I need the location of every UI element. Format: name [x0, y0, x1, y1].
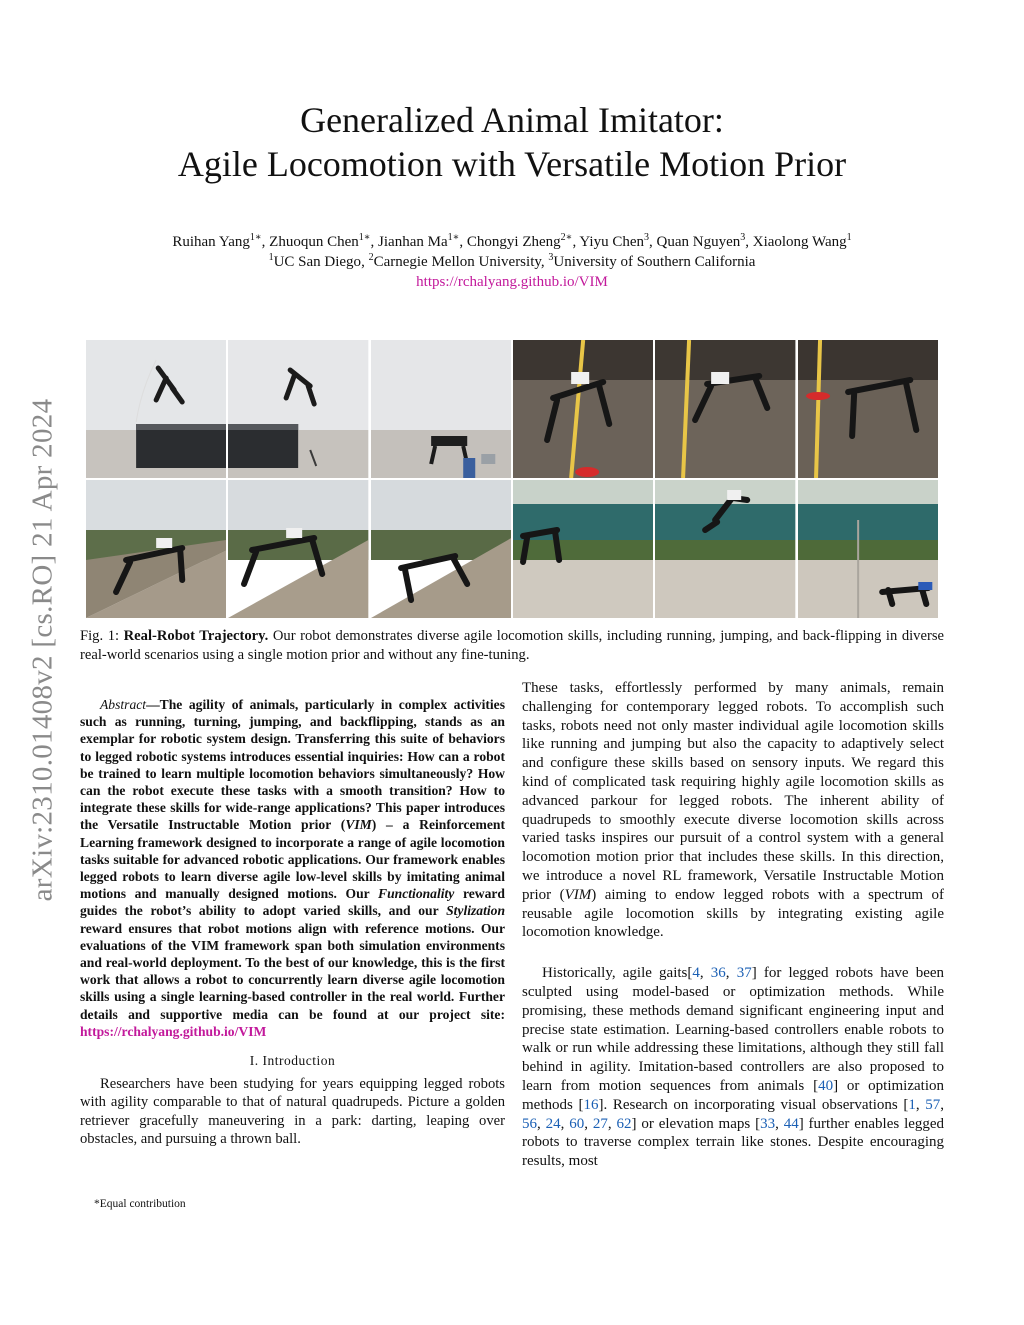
citation-separator: , [607, 1115, 617, 1132]
paper-title [0, 98, 1024, 186]
affiliation: UC San Diego [273, 254, 362, 270]
author-sup: 3 [644, 232, 649, 243]
footnote: *Equal contribution [94, 1198, 186, 1210]
citation-link[interactable]: 27 [592, 1115, 608, 1132]
p2-text: ] for legged robots have been sculpted using model-based or optimization methods. While promising, these methods demand significant engineering input and precise state estimation. Learning-based controllers enable robots to walk or run while addressing these limitations, although they still fall behind in agility. Imitation-based controllers are also proposed to learn from motion sequences from animals [ [522, 965, 945, 1094]
photo-backflip-2 [655, 480, 795, 618]
figure-label: Fig. 1: [80, 628, 120, 644]
affiliation-sup: 3 [548, 252, 554, 263]
citation-link[interactable]: 1 [908, 1096, 916, 1113]
citation-separator: , [940, 1096, 944, 1113]
photo-hurdle-3 [798, 340, 938, 478]
author-name: Chongyi Zheng [466, 234, 561, 250]
abstract-text-3: reward guides the robot’s ability to adopt varied skills, and our [80, 886, 505, 919]
title-line-1: Generalized Animal Imitator: [300, 100, 724, 140]
author-name: Quan Nguyen [656, 234, 741, 250]
arxiv-identifier: arXiv:2310.01408v2 [cs.RO] 21 Apr 2024 [26, 398, 59, 902]
photo-slope-2 [228, 480, 368, 618]
citation-link[interactable]: 62 [616, 1115, 632, 1132]
abstract-text-4: reward ensures that robot motions align with reference motions. Our evaluations of the VIM framework span both simulation environments and real-world deployment. To the best of our knowledge, this is the first work that allows a robot to concurrently learn diverse agile locomotion skills using a single learning-based controller in the real world. Further details and supportive media can be found at our project site: [80, 920, 505, 1022]
citation-separator: , [915, 1096, 926, 1113]
author-name: Xiaolong Wang [752, 234, 847, 250]
abstract-text: —The agility of animals, particularly in complex activities such as running, turning, jumping, and backflipping, stands as an exemplar for robotic system design. Transferring this suite of behaviors to legged robotic systems introduces essential inquiries: How can a robot be trained to learn multiple locomotion behaviors simultaneously? How can the robot execute these tasks with a smooth transition? How to integrate these skills for wide-range applications? This paper introduces the Versatile Instructable Motion prior ( [80, 697, 505, 833]
abstract-text-2: ) – a Reinforcement Learning framework designed to incorporate a range of agile locomotion tasks suitable for advanced robotic applications. Our framework enables legged robots to learn diverse agile low-level skills by imitating animal motions and manually designed motions. Our [80, 817, 505, 902]
author-block [0, 232, 1024, 292]
figure-1-image-grid [86, 340, 938, 618]
citation-separator: , [537, 1115, 546, 1132]
p2-text: Historically, agile gaits[ [542, 965, 693, 982]
title-line-2: Agile Locomotion with Versatile Motion Prior [177, 144, 847, 184]
photo-box-jump-3 [371, 340, 511, 478]
p2-text: ] or optimization methods [ [522, 1077, 944, 1113]
photo-hurdle-2 [655, 340, 795, 478]
project-url-link[interactable]: https://rchalyang.github.io/VIM [416, 274, 608, 290]
photo-slope-3 [371, 480, 511, 618]
photo-slope-1 [86, 480, 226, 618]
citation-link[interactable]: 24 [545, 1115, 561, 1132]
abstract [80, 696, 505, 1040]
author-sup: 1∗ [358, 232, 371, 243]
figure-caption-text: Our robot demonstrates diverse agile locomotion skills, including running, jumping, and back-flipping in diverse real-world scenarios using a single motion prior and without any fine-tuning. [80, 628, 944, 663]
author-sup: 1∗ [447, 232, 460, 243]
photo-backflip-1 [513, 480, 653, 618]
citation-link[interactable]: 40 [818, 1077, 834, 1094]
left-column [80, 696, 505, 1149]
author-sup: 2∗ [560, 232, 573, 243]
citation-link[interactable]: 33 [760, 1115, 776, 1132]
citation-link[interactable]: 60 [569, 1115, 585, 1132]
citation-link[interactable]: 44 [783, 1115, 799, 1132]
author-list: Ruihan Yang$^{1∗}$, Zhuoqun Chen$^{1∗}$, Jianhan $Ma^{1∗}$, Chongyi Zheng$^{2∗}$, Yiyu Chen$^3$, Quan Nguyen$^3$, Xiaolong Wang$^1$ [172, 232, 852, 250]
citation-separator: , [775, 1115, 784, 1132]
right-p1-text-2: ) aiming to endow legged robots with a spectrum of reusable agile locomotion skills by integrating existing agile locomotion knowledge. [522, 886, 945, 941]
citation-link[interactable]: 56 [522, 1115, 537, 1132]
figure-caption-bold: Real-Robot Trajectory. [123, 628, 269, 644]
abstract-vim: VIM [345, 817, 372, 833]
abstract-stylization: Stylization [446, 903, 505, 919]
right-paragraph-2 [522, 964, 944, 1171]
p2-text: ] further enables legged robots to traverse complex terrain like stones. Despite encouraging results, most [522, 1115, 945, 1170]
citation-separator: , [725, 965, 737, 982]
right-p1-text: These tasks, effortlessly performed by many animals, remain challenging for contemporary legged robots. To accomplish such tasks, robots need not only master individual agile locomotion skills like running and jumping but also the capacity to adaptively select and configure these skills based on sensory inputs. We regard this kind of complicated task requiring highly agile locomotion skills as advanced parkour for legged robots. The inherent ability of quadrupeds to smoothly execute diverse locomotion skills across varied tasks inspires our pursuit of a control system with a general locomotion motion prior that includes these skills. In this direction, we introduce a novel RL framework, Versatile Instructable Motion prior ( [522, 680, 944, 903]
right-paragraph-1 [522, 679, 944, 942]
citation-separator: , [699, 965, 711, 982]
intro-paragraph-1: Researchers have been studying for years equipping legged robots with agility comparable to that of natural quadrupeds. Picture a golden retriever gracefully maneuvering in a park: darting, leaping over obstacles, and pursuing a thrown ball. [80, 1075, 505, 1148]
abstract-functionality: Functionality [378, 886, 455, 902]
author-name: Jianhan Ma [378, 234, 448, 250]
citation-separator: , [560, 1115, 570, 1132]
citation-link[interactable]: 37 [736, 965, 752, 982]
affiliation-list: $^1$UC San Diego, $^2$Carnegie Mellon University, $^3$University of Southern California [268, 252, 756, 270]
citation-link[interactable]: 4 [692, 965, 700, 982]
abstract-project-link[interactable]: https://rchalyang.github.io/VIM [80, 1023, 267, 1039]
p2-text: ] or elevation maps [ [631, 1115, 761, 1132]
right-column [522, 679, 944, 1171]
right-p1-vim: VIM [564, 886, 592, 903]
figure-caption [80, 627, 944, 665]
author-name: Ruihan Yang [172, 234, 250, 250]
citation-link[interactable]: 57 [925, 1096, 941, 1113]
author-sup: 1∗ [249, 232, 262, 243]
affiliation: University of Southern California [553, 254, 756, 270]
citation-link[interactable]: 36 [710, 965, 726, 982]
author-sup: 1 [846, 232, 852, 243]
photo-box-jump-1 [86, 340, 226, 478]
photo-hurdle-1 [513, 340, 653, 478]
affiliation: Carnegie Mellon University [373, 254, 541, 270]
photo-box-jump-2 [228, 340, 368, 478]
author-sup: 3 [740, 232, 746, 243]
citation-separator: , [584, 1115, 593, 1132]
photo-backflip-3 [798, 480, 938, 618]
section-heading-introduction: I. Introduction [249, 1053, 336, 1069]
affiliation-sup: 2 [368, 252, 374, 263]
p2-text: ]. Research on incorporating visual observations [ [598, 1096, 909, 1113]
abstract-label: Abstract [100, 697, 147, 712]
citation-link[interactable]: 16 [583, 1096, 599, 1113]
author-name: Zhuoqun Chen [269, 234, 359, 250]
author-name: Yiyu Chen [579, 234, 644, 250]
affiliation-sup: 1 [268, 252, 274, 263]
